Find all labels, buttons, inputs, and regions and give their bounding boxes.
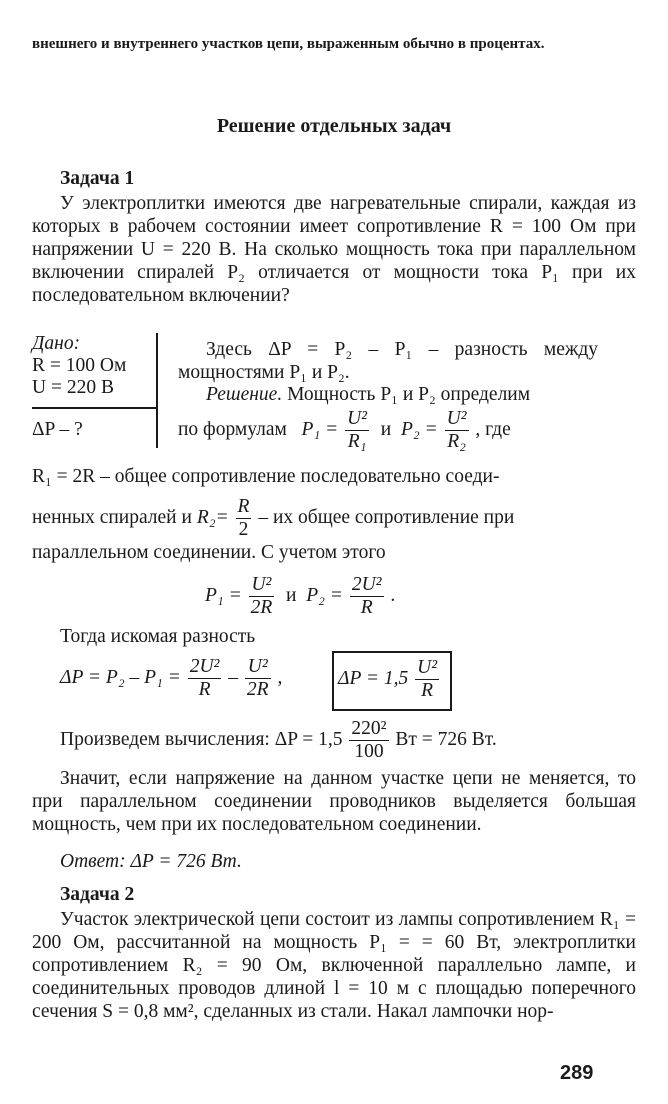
- r2-num: R: [237, 496, 250, 517]
- p1-den: R₁: [347, 431, 367, 452]
- f-dot: .: [390, 584, 396, 606]
- page-number: 289: [560, 1062, 594, 1084]
- calc-den: 100: [354, 741, 384, 762]
- formulas-derived: [205, 574, 395, 619]
- boxed-fraction: [415, 657, 439, 702]
- intro-text: внешнего и внутреннего участков цепи, выраженным обычно в процентах.: [32, 36, 545, 52]
- f-p2-num: 2U²: [351, 574, 382, 595]
- p2-fraction: [445, 408, 469, 453]
- f-p2-fraction: [350, 574, 384, 619]
- boxed-lhs: ΔP = 1,5: [338, 667, 409, 689]
- given-voltage: U = 220 В: [32, 377, 114, 398]
- r2-post: – их общее сопротивление при: [258, 506, 515, 528]
- r2-fraction: [236, 496, 252, 541]
- answer-line: [60, 851, 242, 873]
- diff-comma: ,: [277, 666, 283, 688]
- f-p1-fraction: [249, 574, 275, 619]
- calc-fraction: [349, 718, 388, 763]
- calc-pre: Произведем вычисления: ΔP = 1,5: [60, 728, 343, 750]
- diff-frac-1-num: 2U²: [189, 656, 220, 677]
- diff-lhs: ΔP = P₂ – P₁ =: [60, 666, 181, 688]
- solution-line: [206, 384, 530, 406]
- calc-post: Вт = 726 Вт.: [395, 728, 497, 750]
- diff-frac-2: [245, 656, 271, 701]
- formula-line: [178, 408, 511, 453]
- solution-label: Решение.: [206, 384, 283, 405]
- minus-sign: –: [228, 666, 239, 688]
- p2-lhs: P₂ =: [400, 418, 438, 440]
- result-box: [332, 651, 452, 711]
- r1-definition: R₁ = 2R – общее сопротивление последовательно соеди-: [32, 466, 500, 487]
- task2-title: Задача 2: [60, 884, 135, 905]
- p1-num: U²: [347, 408, 368, 429]
- parallel-line: параллельном соединении. С учетом этого: [32, 542, 386, 563]
- f-p1-num: U²: [249, 574, 275, 597]
- r2-pre: ненных спиралей и: [32, 506, 192, 528]
- f-p1-lhs: P₁ =: [205, 584, 242, 606]
- task1-title: Задача 1: [60, 168, 135, 189]
- boxed-num: U²: [417, 657, 438, 678]
- diff-frac-2-num: U²: [245, 656, 271, 679]
- delta-definition: Здесь ΔP = P₂ – P₁ – разность между мощностями P₁ и P₂.: [178, 339, 598, 383]
- answer-value: ΔP = 726 Вт.: [130, 851, 242, 872]
- solution-text: Мощность P₁ и P₂ определим: [287, 384, 531, 405]
- r2-lhs: R₂=: [196, 506, 229, 528]
- diff-frac-1-den: R: [198, 679, 211, 700]
- f-p1-den: 2R: [250, 597, 273, 618]
- and-word: и: [380, 418, 392, 440]
- p1-fraction: [345, 408, 369, 453]
- diff-frac-2-den: 2R: [246, 679, 269, 700]
- boxed-den: R: [421, 680, 434, 701]
- answer-label: Ответ:: [60, 851, 126, 872]
- r2-den: 2: [238, 519, 249, 540]
- find-quantity: ΔP – ?: [32, 419, 83, 440]
- f-and: и: [286, 584, 297, 606]
- p2-num: U²: [446, 408, 467, 429]
- given-label: Дано:: [32, 333, 81, 354]
- section-title: Решение отдельных задач: [216, 115, 452, 137]
- conclusion: Значит, если напряжение на данном участке цепи не меняется, то при параллельном соединении проводников выделяется большая мощность, чем при их последовательном соединении.: [32, 768, 636, 835]
- given-divider: [32, 407, 156, 409]
- p2-den: R₂: [447, 431, 466, 452]
- f-p2-lhs: P₂ =: [306, 584, 343, 606]
- by-formulas: по формулам: [178, 418, 287, 440]
- diff-frac-1: [188, 656, 222, 701]
- f-p2-den: R: [360, 597, 373, 618]
- where-word: , где: [475, 418, 511, 440]
- difference-line: [60, 656, 282, 701]
- r2-line: [32, 496, 514, 541]
- boxed-formula: [338, 657, 441, 702]
- p1-lhs: P₁ =: [301, 418, 339, 440]
- task2-condition: Участок электрической цепи состоит из лампы сопротивлением R₁ = 200 Ом, рассчитанной на мощность P₁ = = 60 Вт, электроплитки сопротивлением R₂ = 90 Ом, включенной параллельно лампе, и соединительных проводов длиной l = 10 м с площадью поперечного сечения S = 0,8 мм², сделанных из стали. Накал лампочки нор-: [32, 909, 636, 1022]
- given-block: [32, 333, 158, 448]
- calc-num: 220²: [351, 718, 387, 739]
- calculation-line: [60, 718, 497, 763]
- task1-condition: У электроплитки имеются две нагревательные спирали, каждая из которых в рабочем состоянии имеет сопротивление R = 100 Ом при напряжении U = 220 В. На сколько мощность тока при параллельном включении спиралей P₂ отличается от мощности тока P₁ при их последовательном включении?: [32, 193, 636, 306]
- given-resistance: R = 100 Ом: [32, 355, 127, 376]
- difference-intro: Тогда искомая разность: [60, 626, 256, 647]
